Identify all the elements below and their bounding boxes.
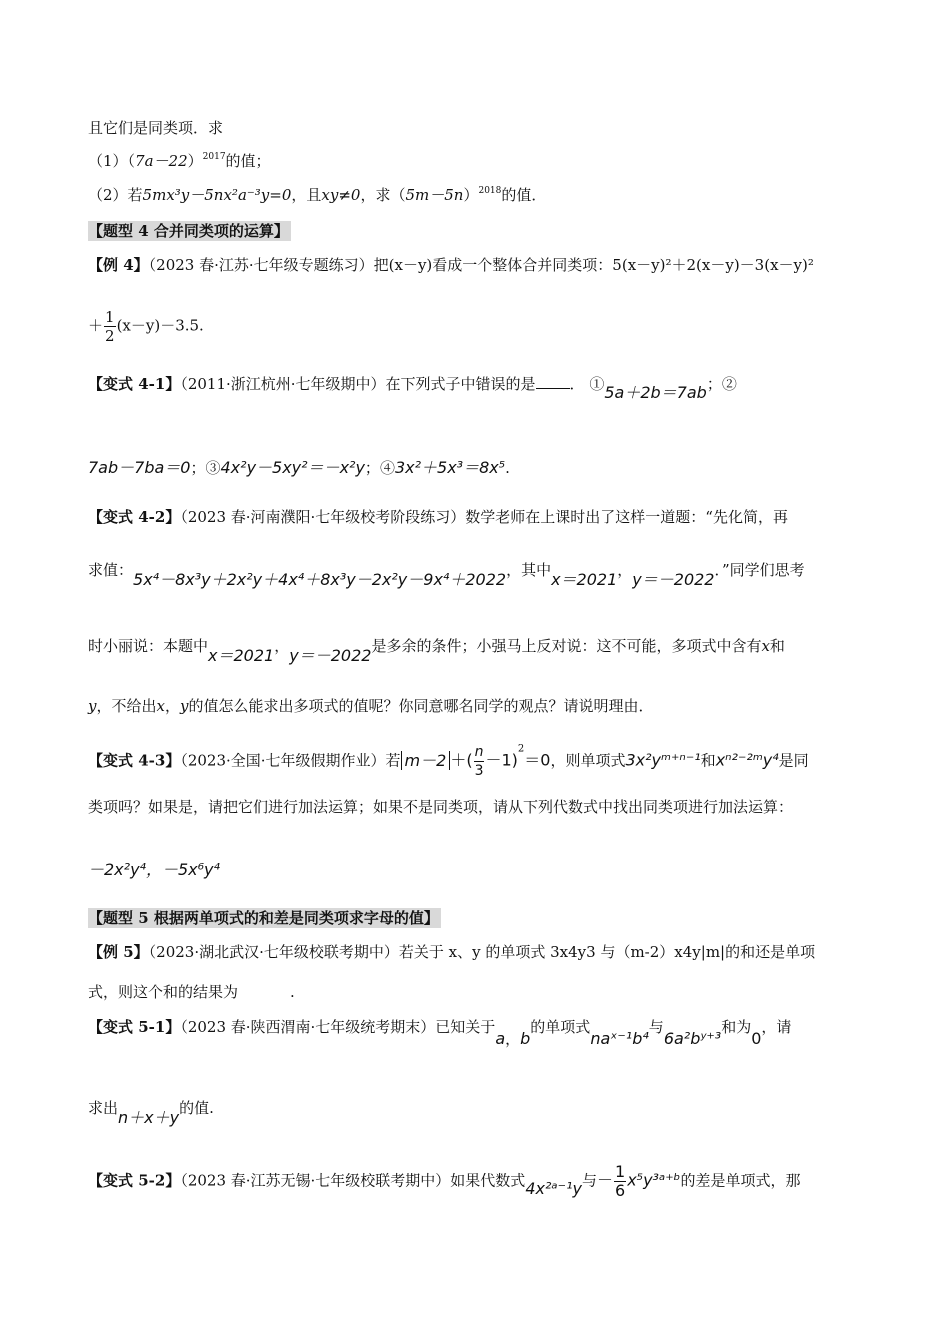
variant-5-2: 【变式 5-2】（2023 春·江苏无锡·七年级校联考期中）如果代数式4x²ᵃ⁻¹y与－ $\frac{1}{6}$ x⁵y³ᵃ⁺ᵇ的差是单项式，那: [88, 1162, 801, 1200]
section-4-heading: 【题型 4 合并同类项的运算】: [88, 222, 289, 240]
example-4: 【例 4】（2023 春·江苏·七年级专题练习）把(x－y)看成一个整体合并同类项：5(x－y)²＋2(x－y)－3(x－y)²: [88, 256, 814, 274]
monomial-2: xⁿ²⁻²ᵐy⁴: [715, 750, 779, 770]
question-2: （2）若5mx³y－5nx²a⁻³y=0，且xy≠0，求$(5m-5n)^{2018}$的值．: [88, 186, 547, 204]
variant-4-2-polynomial-line: 求值：5x⁴－8x³y＋2x²y＋4x⁴＋8x³y－2x²y－9x⁴＋2022，其中x＝2021，y＝－2022．”同学们思考: [88, 561, 805, 589]
sum-expression: n＋x＋y: [118, 1108, 180, 1127]
fraction-one-half: $\frac{1}{2}$: [105, 308, 115, 345]
option-3-expression: 4x²y－5xy²＝－x²y: [220, 458, 365, 477]
fraction-n-over-3: $\frac{n}{3}$: [474, 744, 484, 779]
q1-power: 2017: [202, 152, 226, 162]
variant-4-3-line-2: 类项吗？如果是，请把它们进行加法运算；如果不是同类项，请从下列代数式中找出同类项进行加法运算：: [88, 798, 794, 816]
fraction-one-sixth: $\frac{1}{6}$: [615, 1162, 626, 1200]
polynomial-expression: 5x⁴－8x³y＋2x²y＋4x⁴＋8x³y－2x²y－9x⁴＋2022: [133, 570, 507, 589]
variant-label: 【变式 5-1】: [88, 1018, 181, 1036]
q2-power: 2018: [478, 186, 502, 196]
absolute-value-expression: m－2: [401, 751, 451, 770]
question-1: $(1)(7a-22)^{2017}$的值；: [88, 152, 271, 170]
variant-4-1-options: 7ab－7ba＝0；③4x²y－5xy²＝－x²y；④3x²＋5x³＝8x⁵.: [88, 458, 510, 477]
variant-label: 【变式 5-2】: [88, 1171, 181, 1190]
intro-line: [88, 118, 223, 138]
variant-4-2-line-3: 时小丽说：本题中x＝2021，y＝－2022是多余的条件；小强马上反对说：这不可能，多项式中含有x和: [88, 637, 785, 665]
y-value: y＝－2022: [289, 646, 372, 665]
option-1-expression: 5a＋2b＝7ab: [604, 383, 707, 402]
answer-blank: [536, 374, 570, 389]
y-value: y＝－2022: [632, 570, 715, 589]
variant-4-1: 【变式 4-1】（2011·浙江杭州·七年级期中）在下列式子中错误的是 ． ①5a＋2b＝7ab；②: [88, 375, 737, 402]
variant-4-2: 【变式 4-2】（2023 春·河南濮阳·七年级校考阶段练习）数学老师在上课时出了这样一道题：“先化简，再: [88, 508, 788, 526]
candidate-terms: －2x²y⁴，－5x⁶y⁴: [88, 860, 220, 879]
example-5: 【例 5】（2023·湖北武汉·七年级校联考期中）若关于 x、y 的单项式 3x4y3 与（m-2）x4y|m|的和还是单项: [88, 943, 816, 961]
variant-label: 【变式 4-2】: [88, 508, 181, 526]
option-2-expression: 7ab－7ba＝0: [88, 458, 191, 477]
x-value: x＝2021: [208, 646, 275, 665]
monomial-1: 4x²ᵃ⁻¹y: [525, 1178, 582, 1198]
x-value: x＝2021: [551, 570, 618, 589]
variant-4-2-line-4: y，不给出x，y的值怎么能求出多项式的值呢？你同意哪名同学的观点？请说明理由．: [88, 697, 654, 715]
monomial-2: x⁵y³ᵃ⁺ᵇ: [627, 1170, 681, 1190]
variant-label: 【变式 4-1】: [88, 375, 181, 393]
variant-4-3: 【变式 4-3】（2023·全国·七年级假期作业）若 m－2 ＋( $\frac{n}{3}$ －1)$^2$＝0，则单项式3x²yᵐ⁺ⁿ⁻¹和xⁿ²⁻²ᵐy⁴是同: [88, 743, 809, 779]
option-4-expression: 3x²＋5x³＝8x⁵: [394, 458, 506, 477]
q2-condition: xy≠0: [321, 186, 361, 204]
example-5-line-2: 式，则这个和的结果为 .: [88, 983, 295, 1001]
q2-equation: 5mx³y－5nx²a⁻³y=0: [142, 186, 292, 204]
example-label: 【例 4】: [88, 256, 149, 274]
monomial-2: 6a²bʸ⁺³: [663, 1029, 722, 1048]
q1-expression: 7a－22: [135, 152, 188, 170]
variant-label: 【变式 4-3】: [88, 751, 181, 770]
example-label: 【例 5】: [88, 943, 149, 961]
q2-expression: 5m－5n: [405, 186, 464, 204]
monomial-1: 3x²yᵐ⁺ⁿ⁻¹: [625, 750, 701, 770]
section-5-heading: 【题型 5 根据两单项式的和差是同类项求字母的值】: [88, 909, 439, 927]
monomial-1: naˣ⁻¹b⁴: [590, 1029, 649, 1048]
example-4-expression: 5(x－y)²＋2(x－y)－3(x－y)²: [612, 256, 814, 274]
intro-text: 且它们是同类项．求: [88, 119, 224, 137]
variant-4-3-list: [88, 860, 220, 880]
variant-5-1-line-2: 求出n＋x＋y的值.: [88, 1099, 214, 1127]
variant-5-1: 【变式 5-1】（2023 春·陕西渭南·七年级统考期末）已知关于a，b的单项式naˣ⁻¹b⁴与6a²bʸ⁺³和为0，请: [88, 1018, 792, 1048]
example-4-continued: ＋ $\frac{1}{2}$ (x－y)－3.5.: [88, 308, 204, 345]
